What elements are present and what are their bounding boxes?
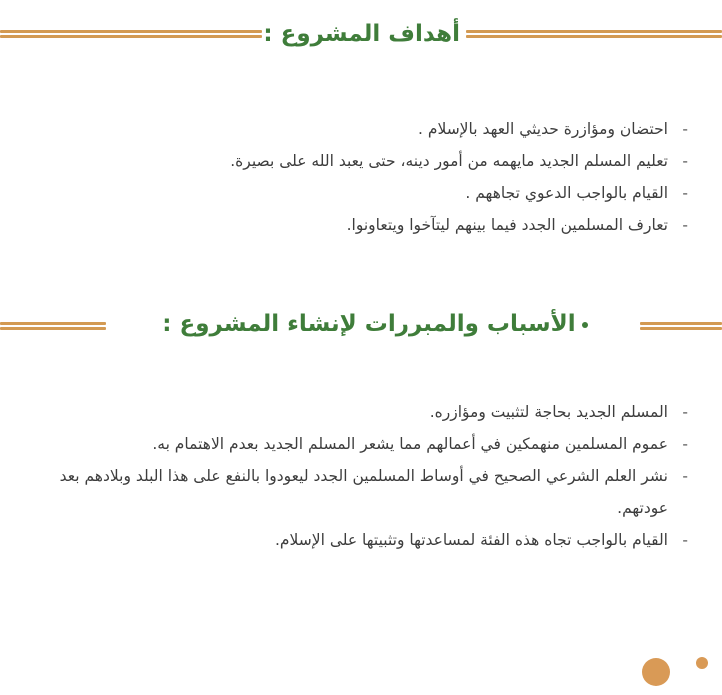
section-header-goals bbox=[0, 14, 722, 54]
list-item: - القيام بالواجب الدعوي تجاههم . bbox=[465, 184, 688, 202]
list-item: - عموم المسلمين منهمكين في أعمالهم مما يشعر المسلم الجديد بعدم الاهتمام به. bbox=[152, 435, 688, 453]
header-rule-left bbox=[0, 321, 106, 331]
list-item: - المسلم الجديد بحاجة لتثبيت ومؤازره. bbox=[429, 403, 688, 421]
goals-list bbox=[48, 113, 688, 241]
list-item: - القيام بالواجب تجاه هذه الفئة لمساعدتها وتثبيتها على الإسلام. bbox=[275, 531, 688, 549]
decor-circle-small bbox=[696, 657, 708, 669]
bullet-dot-icon bbox=[582, 322, 588, 328]
header-rule-left bbox=[0, 29, 262, 39]
reasons-list bbox=[48, 396, 688, 556]
header-rule-right bbox=[640, 321, 722, 331]
list-item: - تعارف المسلمين الجدد فيما بينهم ليتآخوا ويتعاونوا. bbox=[346, 216, 688, 234]
header-rule-right bbox=[466, 29, 722, 39]
section-header-reasons bbox=[0, 304, 722, 344]
list-item: - تعليم المسلم الجديد مايهمه من أمور دينه، حتى يعبد الله على بصيرة. bbox=[230, 152, 688, 170]
section-title-goals: أهداف المشروع : bbox=[263, 21, 460, 47]
list-item: - نشر العلم الشرعي الصحيح في أوساط المسلمين الجدد ليعودوا بالنفع على هذا البلد وبلادهم بعد عودتهم. bbox=[59, 467, 688, 517]
section-title-reasons: الأسباب والمبررات لإنشاء المشروع : bbox=[146, 304, 604, 344]
decor-circle-large bbox=[642, 658, 670, 686]
list-item: - احتضان ومؤازرة حديثي العهد بالإسلام . bbox=[418, 120, 688, 138]
